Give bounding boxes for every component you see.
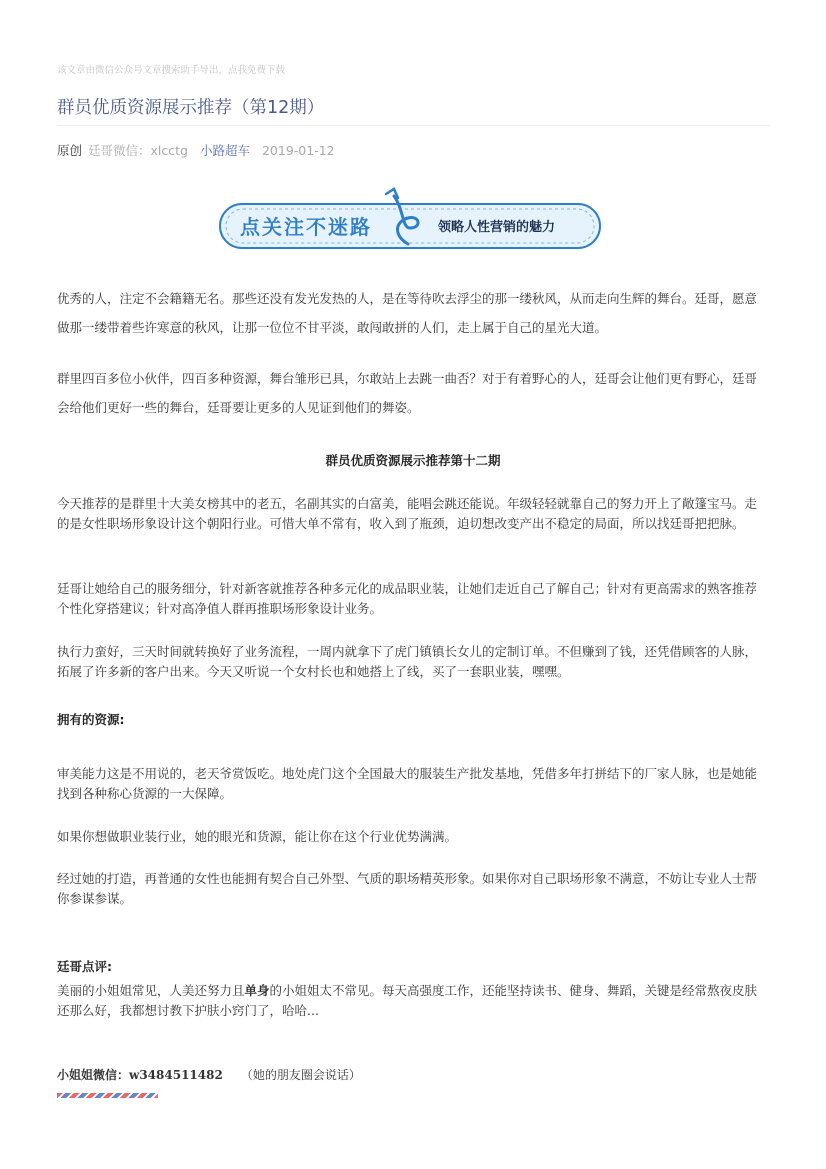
section-title: 群员优质资源展示推荐第十二期	[325, 453, 501, 468]
original-tag: 原创	[57, 143, 83, 158]
article-meta	[57, 141, 335, 159]
contact-note: （她的朋友圈会说话）	[240, 1068, 361, 1082]
review-paragraph	[57, 981, 769, 1021]
author-text: 廷哥微信：xlcctg	[88, 143, 188, 158]
body-paragraph-3: 执行力蛮好，三天时间就转换好了业务流程，一周内就拿下了虎门镇镇长女儿的定制订单。不但赚到了钱，还凭借顾客的人脉，拓展了许多新的客户出来。今天又听说一个女村长也和她搭上了线，买了一套职业装，嘿嘿。	[57, 644, 758, 679]
resources-paragraph-2: 如果你想做职业装行业，她的眼光和货源，能让你在这个行业优势满满。	[57, 829, 458, 844]
review-heading: 廷哥点评:	[57, 959, 112, 974]
resources-paragraph-1: 审美能力这是不用说的，老天爷赏饭吃。地处虎门这个全国最大的服装生产批发基地，凭借多年打拼结下的厂家人脉，也是她能找到各种称心货源的一大保障。	[57, 766, 758, 801]
review-emphasis: 单身	[244, 983, 270, 998]
resources-paragraph-3: 经过她的打造，再普通的女性也能拥有契合自己外型、气质的职场精英形象。如果你对自己职场形象不满意，不妨让专业人士帮你参谋参谋。	[57, 871, 758, 906]
export-note-link[interactable]: 该文章由微信公众号文章搜索助手导出，点我免费下载	[57, 65, 286, 76]
intro-paragraph-1: 优秀的人，注定不会籍籍无名。那些还没有发光发热的人，是在等待吹去浮尘的那一缕秋风，从而走向生辉的舞台。廷哥，愿意做那一缕带着些许寒意的秋风，让那一位位不甘平淡，敢闯敢拼的人们，走上属于自己的星光大道。	[57, 291, 758, 335]
contact-line	[57, 1066, 361, 1083]
resources-heading: 拥有的资源:	[57, 712, 125, 727]
banner-left-text: 点关注不迷路	[240, 215, 372, 239]
body-paragraph-1: 今天推荐的是群里十大美女榜其中的老五，名副其实的白富美，能唱会跳还能说。年级轻轻就靠自己的努力开上了敞篷宝马。走的是女性职场形象设计这个朝阳行业。可惜大单不常有，收入到了瓶颈，迫切想改变产出不稳定的局面，所以找廷哥把把脉。	[57, 496, 758, 531]
body-paragraph-2: 廷哥让她给自己的服务细分，针对新客就推荐各种多元化的成品职业装，让她们走近自己了解自己；针对有更高需求的熟客推荐个性化穿搭建议；针对高净值人群再推职场形象设计业务。	[57, 581, 758, 616]
publish-date: 2019-01-12	[261, 143, 335, 158]
account-link[interactable]: 小路超车	[199, 143, 250, 158]
decorative-stripe	[57, 1093, 158, 1098]
contact-label: 小姐姐微信：w3484511482	[57, 1068, 223, 1082]
banner-right-text: 领略人性营销的魅力	[438, 220, 556, 235]
title-divider	[57, 125, 770, 126]
article-title: 群员优质资源展示推荐（第12期）	[57, 98, 325, 118]
follow-banner	[218, 186, 602, 252]
review-text-after: 的小姐姐太不常见。每天高强度工作，还能坚持读书、健身、舞蹈，关键是经常熬夜皮肤还那么好，我都想讨教下护肤小窍门了，哈哈...	[57, 983, 758, 1018]
review-text-before: 美丽的小姐姐常见，人美还努力且	[57, 983, 245, 998]
intro-paragraph-2: 群里四百多位小伙伴，四百多种资源，舞台雏形已具，尔敢站上去跳一曲否？对于有着野心的人，廷哥会让他们更有野心，廷哥会给他们更好一些的舞台，廷哥要让更多的人见证到他们的舞姿。	[57, 371, 758, 415]
